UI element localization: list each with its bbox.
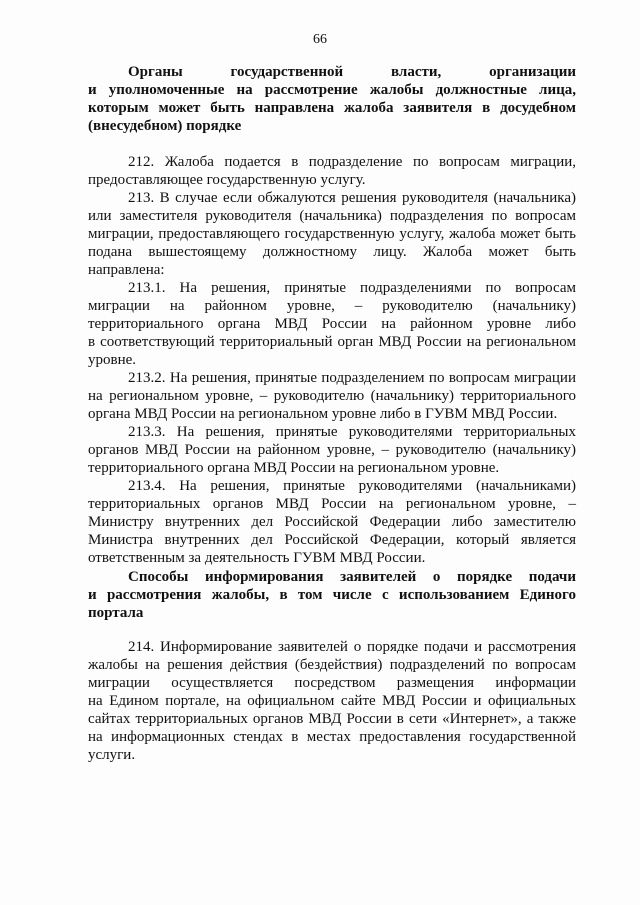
text-line: территориального органа МВД России на районном уровне либо — [88, 316, 576, 332]
text-line: миграции осуществляется посредством размещения информации — [88, 675, 576, 691]
paragraph-213 — [88, 189, 576, 279]
paragraph-212 — [88, 153, 576, 189]
heading-line: и уполномоченные на рассмотрение жалобы должностные лица, — [88, 82, 576, 98]
section-heading-informing-methods — [88, 568, 576, 622]
text-line: в соответствующий территориальный орган МВД России на региональном — [88, 334, 576, 350]
text-line: миграции, предоставляющего государственную услугу, жалоба может быть — [88, 226, 576, 242]
text-line: 213.4. На решения, принятые руководителями (начальниками) — [128, 478, 576, 494]
text-line: подана вышестоящему должностному лицу. Жалоба может быть — [88, 244, 576, 260]
heading-line: портала — [88, 605, 144, 621]
heading-line: и рассмотрения жалобы, в том числе с использованием Единого — [88, 587, 576, 603]
text-line: 213.2. На решения, принятые подразделением по вопросам миграции — [128, 370, 576, 386]
paragraph-213-1 — [88, 279, 576, 369]
paragraph-213-2 — [88, 369, 576, 423]
text-line: направлена: — [88, 262, 165, 278]
text-line: на Едином портале, на официальном сайте МВД России и официальных — [88, 693, 576, 709]
text-line: Министру внутренних дел Российской Федерации либо заместителю — [88, 514, 576, 530]
text-line: органов МВД России на районном уровне, – руководителю (начальнику) — [88, 442, 576, 458]
text-line: 212. Жалоба подается в подразделение по вопросам миграции, — [128, 154, 576, 170]
text-line: 214. Информирование заявителей о порядке подачи и рассмотрения — [128, 639, 576, 655]
text-line: на информационных стендах в местах предоставления государственной — [88, 729, 576, 745]
page-number: 66 — [313, 32, 327, 47]
text-line: территориального органа МВД России на региональном уровне. — [88, 460, 500, 476]
text-line: ответственным за деятельность ГУВМ МВД России. — [88, 550, 426, 566]
text-line: уровне. — [88, 352, 137, 368]
text-line: территориальных органов МВД России на региональном уровне, – — [88, 496, 576, 512]
heading-line: Способы информирования заявителей о порядке подачи — [128, 569, 576, 585]
text-line: на региональном уровне, – руководителю (начальнику) территориального — [88, 388, 576, 404]
heading-line: (внесудебном) порядке — [88, 118, 242, 134]
paragraph-213-3 — [88, 423, 576, 477]
text-line: или заместителя руководителя (начальника) подразделения по вопросам — [88, 208, 576, 224]
text-line: услуги. — [88, 747, 136, 763]
text-line: жалобы на решения действия (бездействия) подразделений по вопросам — [88, 657, 576, 673]
paragraph-214 — [88, 638, 576, 764]
paragraph-213-4 — [88, 477, 576, 567]
text-line: Министра внутренних дел Российской Федерации, который является — [88, 532, 576, 548]
text-line: органа МВД России на региональном уровне либо в ГУВМ МВД России. — [88, 406, 558, 422]
text-line: 213.3. На решения, принятые руководителями территориальных — [128, 424, 576, 440]
section-heading-complaint-bodies — [88, 63, 576, 135]
heading-line: Органы государственной власти, организации — [128, 64, 576, 80]
heading-line: которым может быть направлена жалоба заявителя в досудебном — [88, 100, 576, 116]
text-line: предоставляющее государственную услугу. — [88, 172, 366, 188]
text-line: 213. В случае если обжалуются решения руководителя (начальника) — [128, 190, 576, 206]
text-line: сайтах территориальных органов МВД России в сети «Интернет», а также — [88, 711, 576, 727]
text-line: миграции на районном уровне, – руководителю (начальнику) — [88, 298, 576, 314]
text-line: 213.1. На решения, принятые подразделениями по вопросам — [128, 280, 576, 296]
